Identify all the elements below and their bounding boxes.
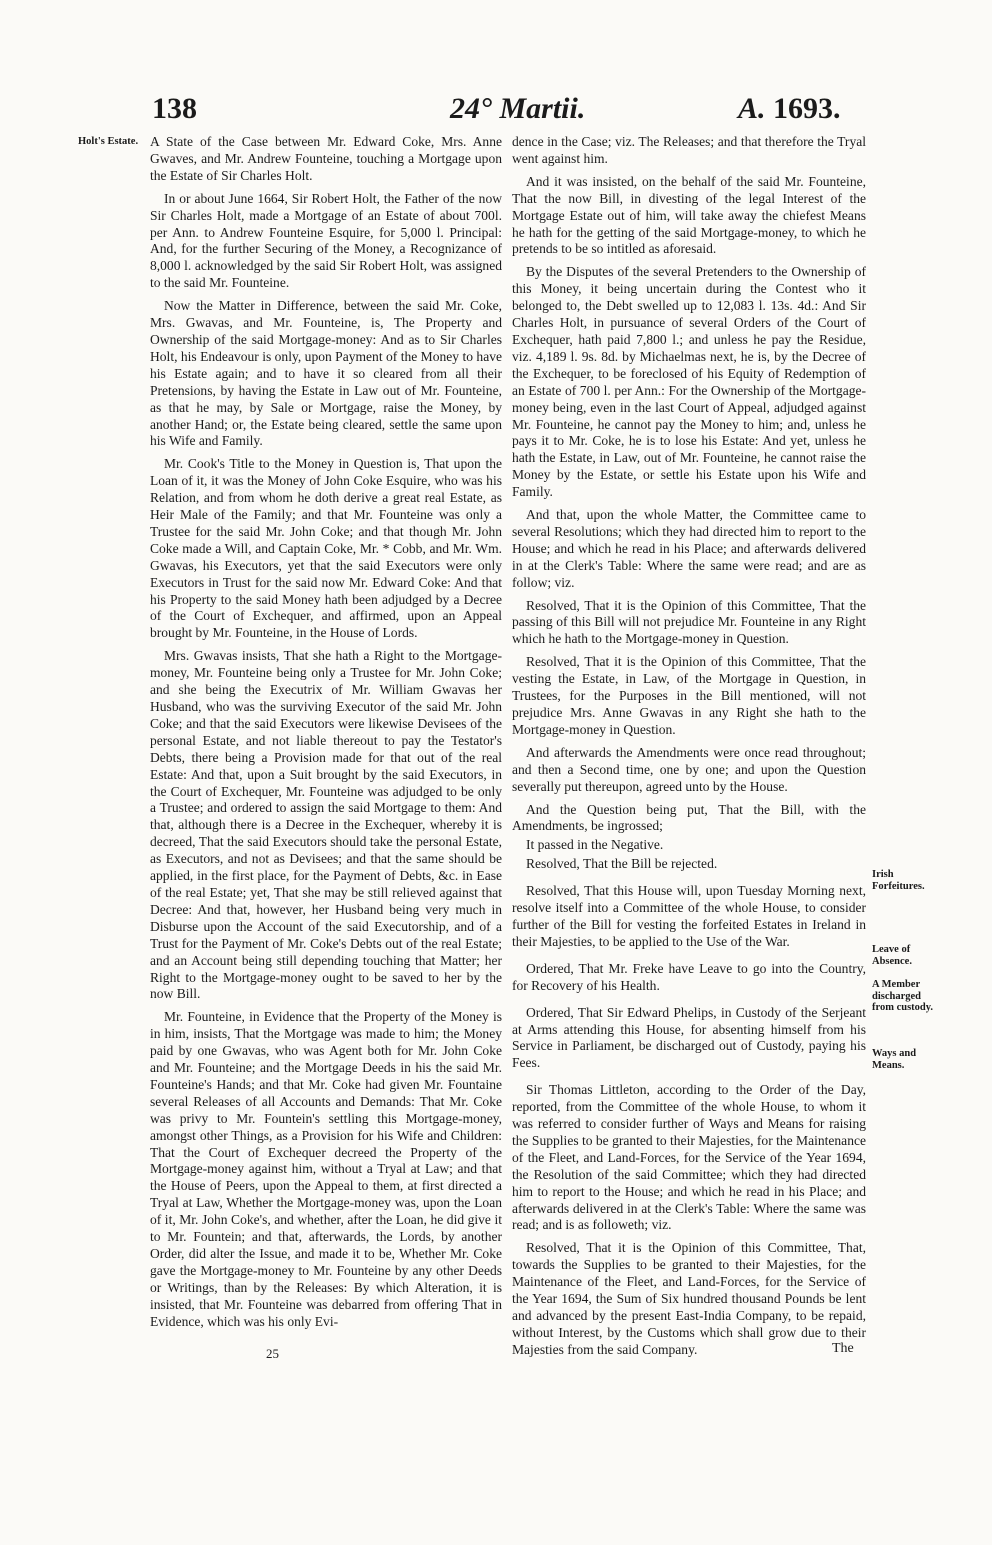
- paragraph: A State of the Case between Mr. Edward Coke, Mrs. Anne Gwaves, and Mr. Andrew Founteine, touching a Mortgage upon the Estate of Sir Charles Holt.: [150, 134, 502, 183]
- paragraph: Mrs. Gwavas insists, That she hath a Right to the Mortgage-money, Mr. Founteine being only a Trustee for Mr. John Coke; and she being the Executrix of Mr. William Gwavas her Husband, who was the surviving Executor of the said Mr. John Coke; and that the said Executors were likewise Devisees of the personal Estate, and not liable thereout to pay the Testator's Debts, there being a Provision made for that out of the real Estate: And that, upon a Suit brought by the said Executors, in the Court of Exchequer, Mr. Founteine was adjudged to be only a Trustee; and ordered to assign the said Mortgage to them: And that, although there is a Decree in the Exchequer, whereby it is decreed, That the said Executors should take the personal Estate, as Executors, and not as Devisees; and that the same should be applied, in the first place, for the Payment of Debts, &c. in Ease of the real Estate; yet, That she may be still relieved against that Decree: And that, however, her Husband being very much in Disburse upon the Account of the said Executorship, and of a Trust for the Payment of Mr. Coke's Debts out of the real Estate; and an Account being still depending touching that Matter; her Right to the Mortgage-money ought to be saved to her by the now Bill.: [150, 648, 502, 1002]
- page-number: 138: [152, 92, 197, 125]
- paragraph: And the Question being put, That the Bill, with the Amendments, be ingrossed;: [512, 801, 866, 834]
- paragraph: And it was insisted, on the behalf of the said Mr. Founteine, That the now Bill, in divesting of the legal Interest of the Mortgage Estate out of him, will take away the chiefest Means he hath for the getting of the said Mortgage-money, to which he pretends to be so intitled as aforesaid.: [512, 173, 866, 257]
- left-column: [150, 134, 502, 1337]
- year-letter: A.: [738, 92, 766, 125]
- margin-note-holts-estate: Holt's Estate.: [78, 136, 139, 147]
- paragraph: And that, upon the whole Matter, the Committee came to several Resolutions; which they had directed him to report to the House; and which he read in his Place; and afterwards delivered in at the Clerk's Table: Where the same were read; and are as follow; viz.: [512, 507, 866, 590]
- paragraph: And afterwards the Amendments were once read throughout; and then a Second time, one by one; and upon the Question severally put thereupon, agreed unto by the House.: [512, 744, 866, 794]
- paragraph: Mr. Founteine, in Evidence that the Property of the Money is in him, insists, That the Mortgage was made to him; the Money paid by one Gwavas, who was Agent both for Mr. John Coke and Mr. Founteine; and the Mortgage Deeds in his the said Mr. Founteine's Hands; and that Mr. Coke had given Mr. Fountaine several Releases of all Accounts and Demands: That Mr. Coke was privy to Mr. Fountein's settling this Mortgage-money, amongst other Things, as a Provision for his Wife and Children: That the Court of Exchequer decreed the Property of the Mortgage-money against him, without a Tryal at Law; and that the House of Peers, upon the Appeal to them, at first directed a Tryal at Law, Whether the Mortgage-money was, upon the Loan of it, Mr. John Coke's, and whether, after the Loan, he did give it to Mr. Fountein; and that, afterwards, the Lords, by another Order, did alter the Issue, and made it to be, Whether Mr. Coke gave the Mortgage-money to Mr. Founteine by any other Deeds or Writings, than by the Releases: By which Alteration, it is insisted, that Mr. Founteine was debarred from offering That in Evidence, which was his only Evi-: [150, 1009, 502, 1329]
- paragraph: Mr. Cook's Title to the Money in Question is, That upon the Loan of it, it was the Money of John Coke Esquire, who was his Relation, and from whom he doth derive a great real Estate, as Heir Male of the Family; and that Mr. Founteine was only a Trustee for the said Mr. John Coke; and that though Mr. John Coke made a Will, and Captain Coke, Mr. * Cobb, and Mr. Wm. Gwavas, his Executors, yet that the said Executors were only Executors in Trust for the said now Mr. Edward Coke: And that his Property to the said Money hath been adjudged by a Decree of the Court of Exchequer, and affirmed, upon an Appeal brought by Mr. Founteine, in the House of Lords.: [150, 456, 502, 641]
- journal-date: 24° Martii.: [450, 92, 586, 125]
- paragraph: Resolved, That the Bill be rejected.: [526, 856, 718, 872]
- paragraph: In or about June 1664, Sir Robert Holt, the Father of the now Sir Charles Holt, made a Mortgage of an Estate of about 700l. per Ann. to Andrew Founteine Esquire, for 5,000 l. Principal: And, for the further Securing of the Money, a Recognizance of 8,000 l. acknowledged by the said Sir Robert Holt, was assigned to the said Mr. Founteine.: [150, 190, 502, 291]
- paragraph: Resolved, That this House will, upon Tuesday Morning next, resolve itself into a Committee of the whole House, to consider further of the Bill for vesting the forfeited Estates in Ireland in their Majesties, to be applied to the Use of the War.: [512, 883, 866, 949]
- paragraph: By the Disputes of the several Pretenders to the Ownership of this Money, it being uncertain during the Contest who it belonged to, the Debt swelled up to 12,083 l. 13s. 4d.: And Sir Charles Holt, in pursuance of several Orders of the Court of Exchequer, hath paid 7,800 l.; and unless he pay the Residue, viz. 4,189 l. 9s. 8d. by Michaelmas next, he is, by the Decree of the Exchequer, to be foreclosed of his Equity of Redemption of an Estate of 700 l. per Ann.: For the Ownership of the Mortgage-money being, even in the last Court of Appeal, adjudged against Mr. Founteine, he cannot pay the Money to him; and, unless he pays it to Mr. Coke, he is to lose his Estate: And yet, unless he hath the Estate, in Law, out of Mr. Founteine, he cannot raise the Money by the Estate, or settle his Estate upon his Wife and Family.: [512, 264, 866, 500]
- year-number: 1693.: [773, 92, 841, 125]
- signature-mark: 25: [266, 1346, 279, 1361]
- margin-note-ways-and-means: Ways and Means.: [872, 1048, 917, 1071]
- margin-note-leave-of-absence: Leave of Absence.: [872, 944, 912, 967]
- right-column: [512, 134, 866, 1365]
- paragraph: Sir Thomas Littleton, according to the Order of the Day, reported, from the Committee of the whole House, to whom it was referred to consider further of Ways and Means for raising the Supplies to be granted to their Majesties, for the Maintenance of the Fleet, and Land-Forces, for the Service of the Year 1694, the Resolution of the said Committee; which they had directed him to report to the House; and which he read in his Place; and afterwards delivered in at the Clerk's Table: Where the same was read; and is as followeth; viz.: [512, 1082, 866, 1233]
- paragraph: Resolved, That it is the Opinion of this Committee, That the vesting the Estate, in Law, of the Mortgage in Question, in Trustees, for the Purposes in the Bill mentioned, will not prejudice Mrs. Anne Gwavas in any Right she hath to the Mortgage-money in Question.: [512, 654, 866, 737]
- paragraph: Resolved, That it is the Opinion of this Committee, That, towards the Supplies to be granted to their Majesties, for the Maintenance of the Fleet, and Land-Forces, for the Service of the Year 1694, the Sum of Six hundred thousand Pounds be lent and advanced by the present East-India Company, to be repaid, without Interest, by the Customs which shall grow due to their Majesties from the said Company.: [512, 1240, 866, 1357]
- paragraph: It passed in the Negative.: [526, 837, 664, 853]
- paragraph: Ordered, That Mr. Freke have Leave to go into the Country, for Recovery of his Health.: [512, 960, 866, 993]
- journal-year: [738, 92, 841, 126]
- page-header: [0, 92, 992, 132]
- margin-note-irish-forfeitures: Irish Forfeitures.: [872, 869, 925, 892]
- paragraph: dence in the Case; viz. The Releases; and that therefore the Tryal went against him.: [512, 134, 866, 166]
- paragraph: Now the Matter in Difference, between the said Mr. Coke, Mrs. Gwavas, and Mr. Founteine, is, The Property and Ownership of the said Mortgage-money: And as to Sir Charles Holt, his Endeavour is only, upon Payment of the Money to have his Estate again; and to have it so cleared from all their Pretensions, by having the Estate in Law out of Mr. Founteine, as that he may, by Sale or Mortgage, raise the Money, by another Hand; or, the Estate being cleared, settle the same upon his Wife and Family.: [150, 298, 502, 449]
- paragraph: Ordered, That Sir Edward Phelips, in Custody of the Serjeant at Arms attending this House, for absenting himself from his Service in Parliament, be discharged out of Custody, paying his Fees.: [512, 1004, 866, 1071]
- margin-note-member-discharged: A Member discharged from custody.: [872, 979, 934, 1013]
- catchword: The: [832, 1341, 854, 1356]
- paragraph: Resolved, That it is the Opinion of this Committee, That the passing of this Bill will not prejudice Mr. Founteine in any Right which he hath to the Mortgage-money in Question.: [512, 597, 866, 647]
